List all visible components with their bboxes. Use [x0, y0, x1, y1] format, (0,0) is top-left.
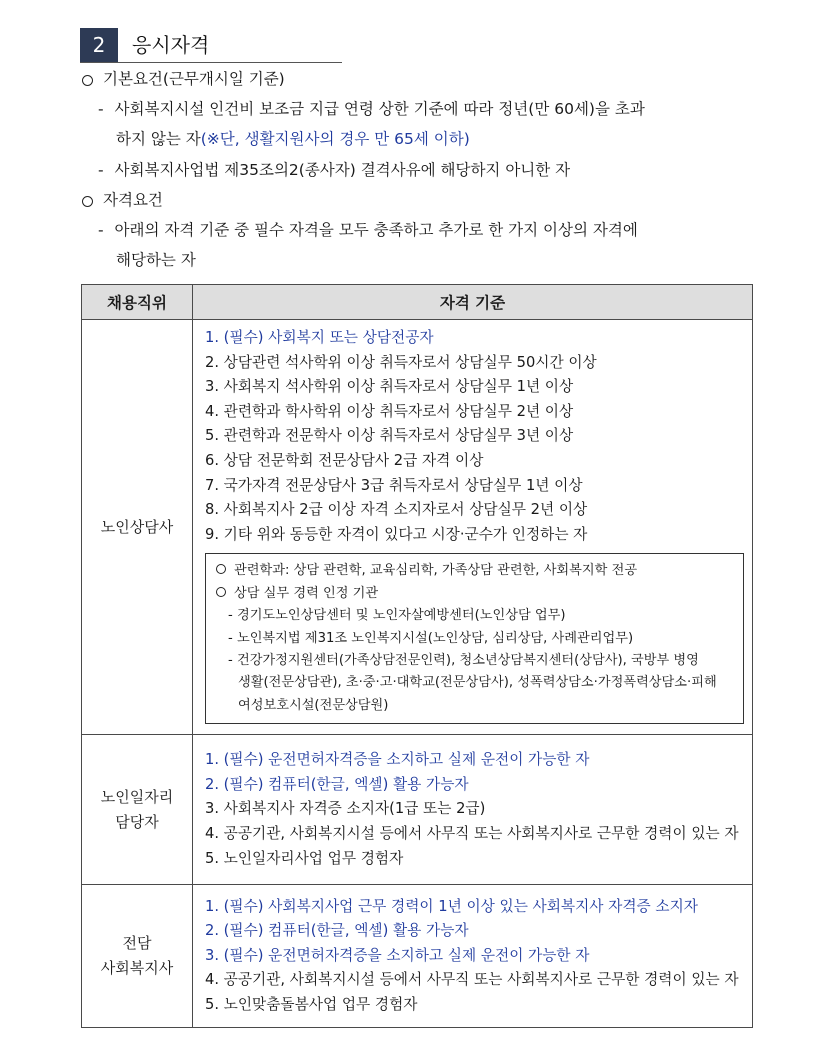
section-title: 응시자격 — [132, 33, 210, 57]
criteria-item: 2. (필수) 컴퓨터(한글, 엑셀) 활용 가능자 — [205, 775, 469, 793]
note-item: 상담 실무 경력 인정 기관 — [216, 583, 735, 605]
basic-item-2: - 사회복지사업법 제35조의2(종사자) 결격사유에 해당하지 아니한 자 — [98, 161, 571, 179]
header-position: 채용직위 — [82, 285, 193, 320]
role-senior-job-manager: 노인일자리 담당자 — [82, 735, 193, 885]
role-dedicated-social-worker: 전담 사회복지사 — [82, 885, 193, 1028]
qualification-item: - 아래의 자격 기준 중 필수 자격을 모두 충족하고 추가로 한 가지 이상의 자격에 — [98, 221, 638, 239]
circle-bullet-icon — [82, 75, 93, 86]
table-row — [82, 320, 753, 735]
note-item: 관련학과: 상담 관련학, 교육심리학, 가족상담 관련한, 사회복지학 전공 — [216, 560, 735, 582]
criteria-item: 4. 공공기관, 사회복지시설 등에서 사무직 또는 사회복지사로 근무한 경력이 있는 자 — [205, 971, 739, 989]
criteria-item: 2. (필수) 컴퓨터(한글, 엑셀) 활용 가능자 — [205, 922, 469, 940]
criteria-item: 3. 사회복지 석사학위 이상 취득자로서 상담실무 1년 이상 — [205, 378, 574, 396]
criteria-item: 2. 상담관련 석사학위 이상 취득자로서 상담실무 50시간 이상 — [205, 353, 597, 371]
criteria-item: 1. (필수) 사회복지 또는 상담전공자 — [205, 329, 434, 346]
basic-item-1-cont: 하지 않는 자(※단, 생활지원사의 경우 만 65세 이하) — [116, 130, 470, 148]
criteria-item: 9. 기타 위와 동등한 자격이 있다고 시장·군수가 인정하는 자 — [205, 525, 588, 543]
criteria-cell — [193, 735, 753, 885]
qualification-heading: 자격요건 — [103, 191, 163, 209]
table-header-row — [82, 285, 753, 320]
note-sub-item-cont: 여성보호시설(전문상담원) — [238, 697, 389, 713]
note-sub-item: - 건강가정지원센터(가족상담전문인력), 청소년상담복지센터(상담사), 국방부 병영 — [228, 652, 699, 668]
criteria-item: 5. 관련학과 전문학사 이상 취득자로서 상담실무 3년 이상 — [205, 427, 574, 445]
criteria-item: 5. 노인일자리사업 업무 경험자 — [205, 849, 404, 867]
note-box — [205, 553, 744, 724]
criteria-item: 4. 공공기관, 사회복지시설 등에서 사무직 또는 사회복지사로 근무한 경력이 있는 자 — [205, 824, 739, 842]
criteria-item: 1. (필수) 운전면허자격증을 소지하고 실제 운전이 가능한 자 — [205, 751, 590, 769]
circle-bullet-icon — [82, 196, 93, 207]
criteria-item: 4. 관련학과 학사학위 이상 취득자로서 상담실무 2년 이상 — [205, 402, 574, 420]
section-underline — [80, 62, 342, 63]
criteria-cell — [193, 320, 753, 735]
requirements-table — [81, 284, 753, 1028]
table-row — [82, 735, 753, 885]
basic-item-1: - 사회복지시설 인건비 보조금 지급 연령 상한 기준에 따라 정년(만 60세)을 초과 — [98, 100, 645, 118]
qualification-item-cont: 해당하는 자 — [116, 251, 196, 269]
note-sub-item: - 노인복지법 제31조 노인복지시설(노인상담, 심리상담, 사례관리업무) — [228, 630, 634, 646]
note-sub-item: - 경기도노인상담센터 및 노인자살예방센터(노인상담 업무) — [228, 608, 566, 624]
criteria-item: 5. 노인맞춤돌봄사업 업무 경험자 — [205, 996, 418, 1014]
criteria-item: 7. 국가자격 전문상담사 3급 취득자로서 상담실무 1년 이상 — [205, 476, 583, 494]
header-criteria: 자격 기준 — [193, 285, 753, 320]
circle-bullet-icon — [216, 587, 226, 597]
table-row — [82, 885, 753, 1028]
criteria-item: 1. (필수) 사회복지사업 근무 경력이 1년 이상 있는 사회복지사 자격증 소지자 — [205, 897, 698, 915]
criteria-item: 8. 사회복지사 2급 이상 자격 소지자로서 상담실무 2년 이상 — [205, 501, 588, 519]
basic-heading: 기본요건(근무개시일 기준) — [103, 70, 285, 88]
section-header — [80, 28, 342, 62]
note-sub-item-cont: 생활(전문상담관), 초·중·고·대학교(전문상담사), 성폭력상담소·가정폭력상담소·피해 — [238, 675, 717, 691]
criteria-item: 6. 상담 전문학회 전문상담사 2급 자격 이상 — [205, 451, 484, 469]
age-exception-note: (※단, 생활지원사의 경우 만 65세 이하) — [200, 130, 470, 148]
criteria-cell — [193, 885, 753, 1028]
circle-bullet-icon — [216, 564, 226, 574]
role-counselor: 노인상담사 — [82, 320, 193, 735]
section-number: 2 — [80, 28, 118, 62]
criteria-item: 3. (필수) 운전면허자격증을 소지하고 실제 운전이 가능한 자 — [205, 946, 590, 964]
criteria-item: 3. 사회복지사 자격증 소지자(1급 또는 2급) — [205, 800, 486, 818]
